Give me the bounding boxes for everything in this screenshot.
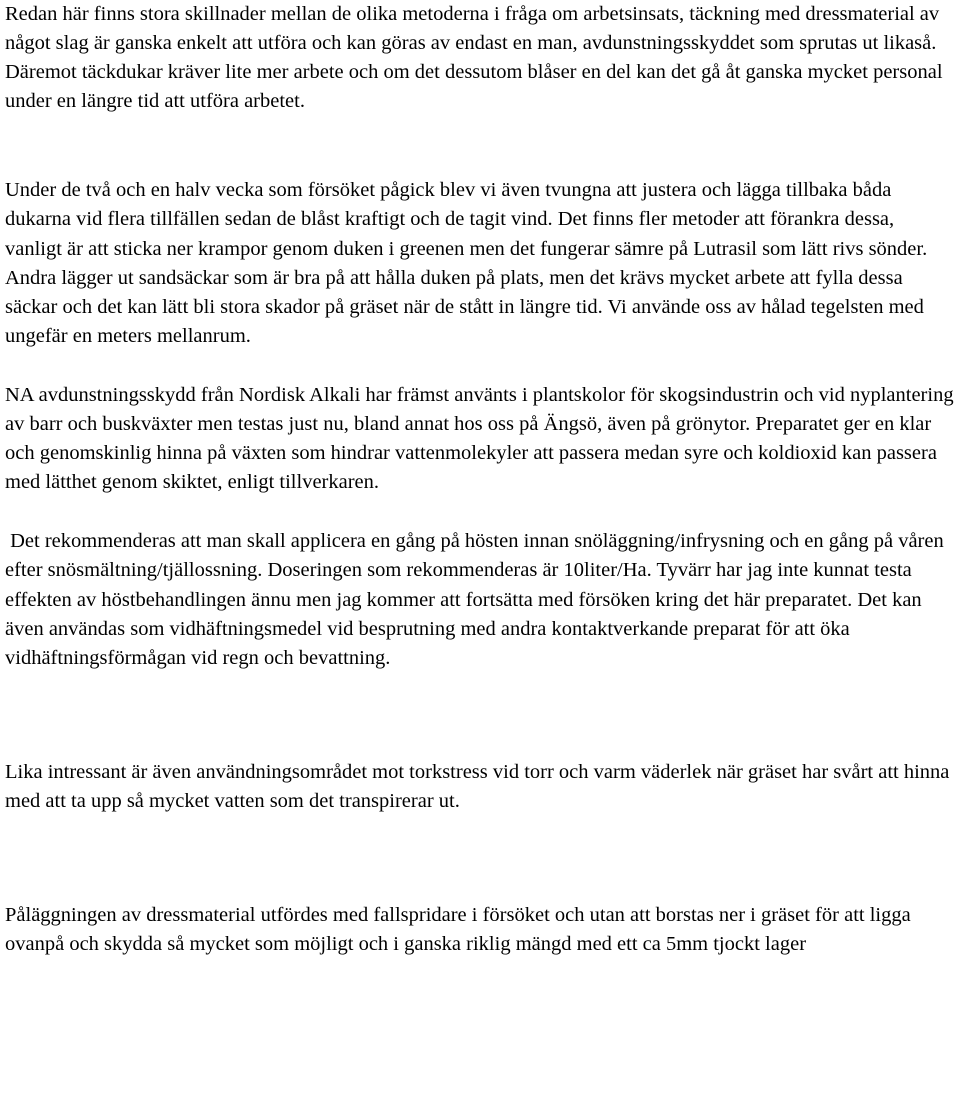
paragraph-cover-anchoring: Under de två och en halv vecka som försöket pågick blev vi även tvungna att justera och lägga tillbaka båda dukarna vid flera tillfällen sedan de blåst kraftigt och de tagit vind. Det finns fler metoder att förankra dessa, vanligt är att sticka ner krampor genom duken i greenen men det fungerar sämre på Lutrasil som lätt rivs sönder. Andra lägger ut sandsäckar som är bra på att hålla duken på plats, men det krävs mycket arbete att fylla dessa säckar och det kan lätt bli stora skador på gräset när de stått in längre tid. Vi använde oss av hålad tegelsten med ungefär en meters mellanrum. <box>5 179 928 347</box>
document-body <box>5 0 955 959</box>
paragraph-dressing-application: Påläggningen av dressmaterial utfördes med fallspridare i försöket och utan att borstas ner i gräset för att ligga ovanpå och skydda så mycket som möjligt och i ganska riklig mängd med ett ca 5mm tjockt lager <box>5 903 911 956</box>
paragraph-na-evaporation-protection: NA avdunstningsskydd från Nordisk Alkali har främst använts i plantskolor för skogsindustrin och vid nyplantering av barr och buskväxter men testas just nu, bland annat hos oss på Ängsö, även på grönytor. Preparatet ger en klar och genomskinlig hinna på växten som hindrar vattenmolekyler att passera medan syre och koldioxid kan passera med lätthet genom skiktet, enligt tillverkaren. <box>5 383 954 494</box>
paragraph-application-recommendation: Det rekommenderas att man skall applicera en gång på hösten innan snöläggning/infrysning och en gång på våren efter snösmältning/tjällossning. Doseringen som rekommenderas är 10liter/Ha. Tyvärr har jag inte kunnat testa effekten av höstbehandlingen ännu men jag kommer att fortsätta med försöken kring det här preparatet. Det kan även användas som vidhäftningsmedel vid besprutning med andra kontaktverkande preparat för att öka vidhäftningsförmågan vid regn och bevattning. <box>5 530 949 669</box>
paragraph-work-effort: Redan här finns stora skillnader mellan de olika metoderna i fråga om arbetsinsats, täckning med dressmaterial av något slag är ganska enkelt att utföra och kan göras av endast en man, avdunstningsskyddet som sprutas ut likaså. Däremot täckdukar kräver lite mer arbete och om det dessutom blåser en del kan det gå åt ganska mycket personal under en längre tid att utföra arbetet. <box>5 3 943 113</box>
paragraph-drought-stress: Lika intressant är även användningsområdet mot torkstress vid torr och varm väderlek när gräset har svårt att hinna med att ta upp så mycket vatten som det transpirerar ut. <box>5 760 950 812</box>
